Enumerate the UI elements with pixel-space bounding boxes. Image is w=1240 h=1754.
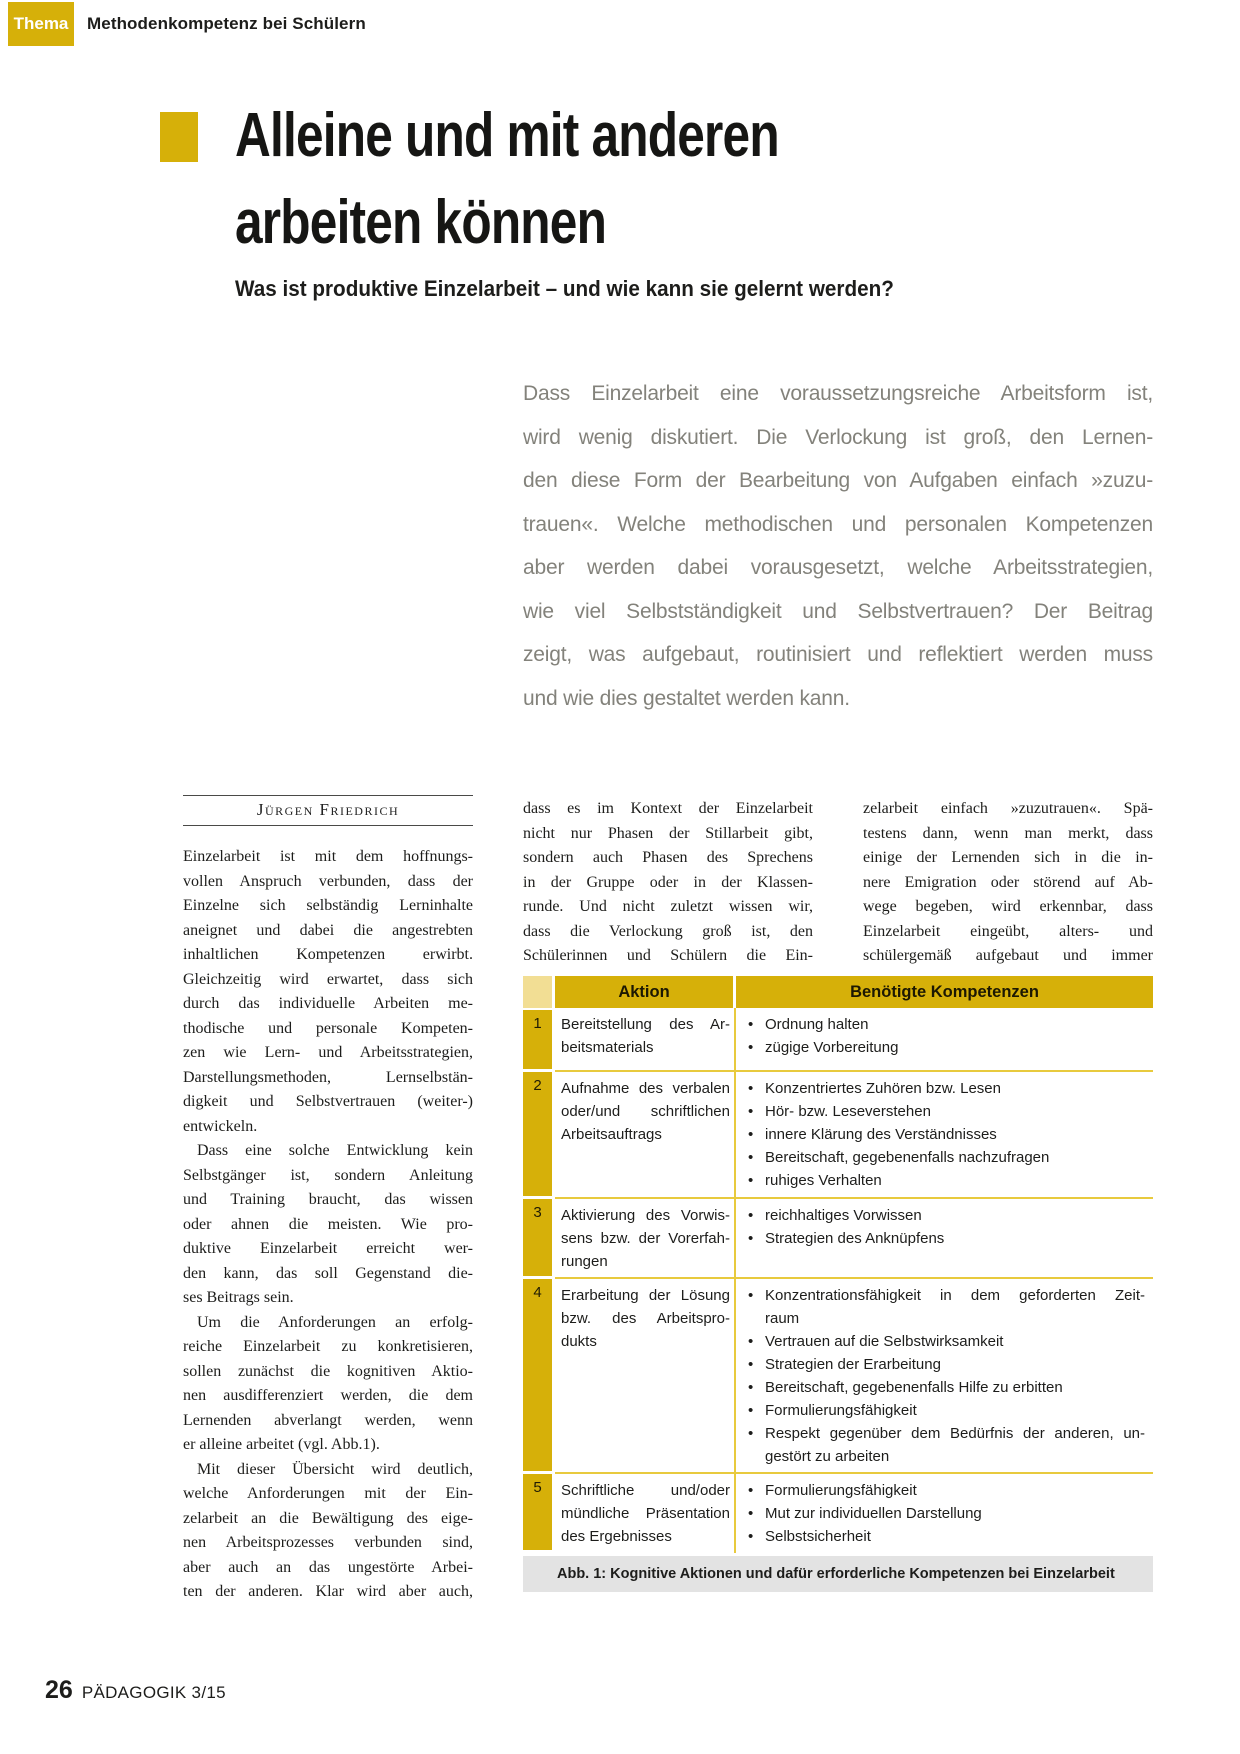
bullet-icon: • (748, 1016, 754, 1033)
row-number-cell: 3 (523, 1199, 552, 1276)
figure-caption: Abb. 1: Kognitive Aktionen und dafür erforderliche Kompetenzen bei Einzelarbeit (523, 1556, 1153, 1592)
body-text-line: Lernenden abverlangt werden, wenn (183, 1411, 473, 1429)
body-text-line: aneignet und dabei die angestrebten (183, 921, 473, 939)
bullet-item (748, 1036, 1145, 1059)
body-text-line: wege begeben, wird erkennbar, dass (863, 898, 1153, 915)
lead-line: aber werden dabei vorausgesetzt, welche Arbeitsstrategien, (523, 556, 1153, 579)
action-cell (555, 1474, 736, 1553)
body-text-line: einige der Lernenden sich in die in- (863, 849, 1153, 866)
lead-line: Dass Einzelarbeit eine voraussetzungsreiche Arbeitsform ist, (523, 382, 1153, 405)
lead-line: wie viel Selbstständigkeit und Selbstvertrauen? Der Beitrag (523, 599, 1153, 623)
action-line: Aufnahme des verbalen (561, 1080, 730, 1097)
action-line: Erarbeitung der Lösung (561, 1287, 730, 1304)
bullet-icon: • (748, 1402, 754, 1419)
competences-cell (736, 1474, 1153, 1553)
action-line: Schriftliche und/oder (561, 1482, 730, 1499)
action-line: beitsmaterials (561, 1039, 654, 1056)
bullet-text (765, 1353, 1145, 1376)
text-column-3 (863, 797, 1153, 969)
bullet-text (765, 1525, 1145, 1548)
text-column-1 (183, 845, 473, 1605)
body-text-line: zelarbeit an die Bewältigung des eige- (183, 1509, 473, 1527)
body-text-line: duktive Einzelarbeit erreicht wer- (183, 1240, 473, 1257)
body-text-line: den kann, das soll Gegenstand die- (183, 1264, 473, 1282)
bullet-line: Konzentriertes Zuhören bzw. Lesen (765, 1080, 1001, 1097)
page-number: 26 (45, 1676, 73, 1704)
bullet-line: Konzentrationsfähigkeit in dem geforderten Zeit- (765, 1287, 1145, 1304)
bullet-line: Formulierungsfähigkeit (765, 1482, 917, 1499)
text-column-2 (523, 797, 813, 969)
bullet-text (765, 1077, 1145, 1100)
paragraph (183, 1311, 473, 1458)
bullet-icon: • (748, 1482, 754, 1499)
action-line: Aktivierung des Vorwis- (561, 1207, 730, 1224)
body-text-line: Einzelarbeit ist mit dem hoffnungs- (183, 848, 473, 865)
body-text-line: Um die Anforderungen an erfolg- (197, 1313, 473, 1331)
figure-abb1 (523, 976, 1153, 1592)
competences-cell (736, 1279, 1153, 1474)
bullet-item (748, 1353, 1145, 1376)
row-number-cell: 4 (523, 1279, 552, 1471)
headline-square-icon (160, 112, 198, 162)
bullet-text (765, 1422, 1145, 1468)
body-text-line: Mit dieser Übersicht wird deutlich, (197, 1460, 473, 1478)
body-text-line: testens dann, wenn man merkt, dass (863, 824, 1153, 842)
bullet-line: zügige Vorbereitung (765, 1039, 899, 1056)
paragraph (523, 797, 813, 969)
bullet-line: reichhaltiges Vorwissen (765, 1207, 922, 1224)
body-text-line: zen wie Lern- und Arbeitsstrategien, (183, 1044, 473, 1061)
bullet-line: Hör- bzw. Leseverstehen (765, 1103, 931, 1120)
bullet-icon: • (748, 1126, 754, 1143)
bullet-icon: • (748, 1230, 754, 1247)
body-text-line: welche Anforderungen mit der Ein- (183, 1485, 473, 1502)
body-text-line: schülergemäß aufgebaut und immer (863, 947, 1153, 964)
bullet-text (765, 1376, 1145, 1399)
action-line: rungen (561, 1253, 608, 1270)
bullet-text (765, 1123, 1145, 1146)
bullet-item (748, 1479, 1145, 1502)
bullet-text (765, 1036, 1145, 1059)
kicker-tag: Thema (8, 2, 74, 46)
body-text-line: reiche Einzelarbeit zu konkretisieren, (183, 1338, 473, 1355)
body-text-line: sollen zunächst die kognitiven Aktio- (183, 1362, 473, 1380)
action-line: sens bzw. der Vorerfah- (561, 1230, 730, 1247)
bullet-icon: • (748, 1528, 754, 1545)
competences-cell (736, 1072, 1153, 1199)
table-row (523, 1199, 1153, 1279)
bullet-item (748, 1013, 1145, 1036)
body-text-line: Schülerinnen und Schülern die Ein- (523, 947, 813, 964)
bullet-item (748, 1502, 1145, 1525)
row-number-cell: 2 (523, 1072, 552, 1196)
bullet-item (748, 1330, 1145, 1353)
body-text-line: dass die Verlockung groß ist, den (523, 922, 813, 940)
body-text-line: digkeit und Selbstvertrauen (weiter-) (183, 1093, 473, 1110)
page-footer (45, 1676, 226, 1705)
body-text-line: in der Gruppe oder in der Klassen- (523, 873, 813, 891)
body-text-line: nen Arbeitsprozesses verbunden sind, (183, 1534, 473, 1551)
body-text-line: vollen Anspruch verbunden, dass der (183, 872, 473, 890)
bullet-text (765, 1502, 1145, 1525)
body-text-line: Selbstgänger ist, sondern Anleitung (183, 1166, 473, 1184)
bullet-line: Selbstsicherheit (765, 1528, 871, 1545)
body-text-line: Einzelarbeit eingeübt, alters- und (863, 922, 1153, 940)
page-title (235, 92, 915, 266)
body-text-line: ten der anderen. Klar wird aber auch, (183, 1583, 473, 1600)
bullet-item (748, 1204, 1145, 1227)
bullet-icon: • (748, 1149, 754, 1166)
body-text-line: Darstellungsmethoden, Lernselbstän- (183, 1068, 473, 1086)
lead-line: wird wenig diskutiert. Die Verlockung ist groß, den Lernen- (523, 425, 1153, 449)
lead-line: und wie dies gestaltet werden kann. (523, 686, 850, 710)
bullet-line: Mut zur individuellen Darstellung (765, 1505, 982, 1522)
bullet-text (765, 1100, 1145, 1123)
bullet-line: Respekt gegenüber dem Bedürfnis der anderen, un- (765, 1425, 1145, 1442)
bullet-text (765, 1204, 1145, 1227)
bullet-item (748, 1227, 1145, 1250)
table-header-action: Aktion (555, 976, 733, 1008)
bullet-text (765, 1330, 1145, 1353)
paragraph (183, 845, 473, 1139)
action-cell (555, 1199, 736, 1279)
body-text-line: Einzelne sich selbständig Lerninhalte (183, 897, 473, 914)
bullet-line: Vertrauen auf die Selbstwirksamkeit (765, 1333, 1004, 1350)
bullet-text (765, 1169, 1145, 1192)
body-text-line: zelarbeit einfach »zuzutrauen«. Spä- (863, 800, 1153, 817)
action-line: mündliche Präsentation (561, 1505, 730, 1522)
bullet-item (748, 1525, 1145, 1548)
bullet-item (748, 1399, 1145, 1422)
bullet-line: Ordnung halten (765, 1016, 869, 1033)
page-kicker (8, 2, 366, 46)
bullet-line: innere Klärung des Verständnisses (765, 1126, 997, 1143)
bullet-item (748, 1376, 1145, 1399)
bullet-item (748, 1123, 1145, 1146)
bullet-text (765, 1399, 1145, 1422)
bullet-text (765, 1227, 1145, 1250)
bullet-line: Strategien der Erarbeitung (765, 1356, 941, 1373)
bullet-line: ruhiges Verhalten (765, 1172, 882, 1189)
bullet-line: Formulierungsfähigkeit (765, 1402, 917, 1419)
bullet-icon: • (748, 1172, 754, 1189)
bullet-line: Bereitschaft, gegebenenfalls Hilfe zu erbitten (765, 1379, 1063, 1396)
paragraph (183, 1458, 473, 1605)
bullet-icon: • (748, 1207, 754, 1224)
bullet-text (765, 1479, 1145, 1502)
bullet-line: Strategien des Anknüpfens (765, 1230, 945, 1247)
body-text-line: dass es im Kontext der Einzelarbeit (523, 800, 813, 817)
kicker-title: Methodenkompetenz bei Schülern (87, 14, 366, 33)
bullet-line: raum (765, 1310, 800, 1327)
body-text-line: nere Emigration oder störend auf Ab- (863, 873, 1153, 891)
body-text-line: aber auch an das ungestörte Arbei- (183, 1558, 473, 1576)
table-body (523, 1008, 1153, 1553)
bullet-icon: • (748, 1505, 754, 1522)
bullet-item (748, 1422, 1145, 1468)
journal-issue: PÄDAGOGIK 3/15 (81, 1683, 226, 1702)
table-corner-cell (523, 976, 552, 1008)
action-cell (555, 1072, 736, 1199)
row-number-cell: 1 (523, 1010, 552, 1069)
body-text-line: sondern auch Phasen des Sprechens (523, 849, 813, 866)
action-line: Arbeitsauftrags (561, 1126, 662, 1143)
lead-line: den diese Form der Bearbeitung von Aufgaben einfach »zuzu- (523, 469, 1153, 492)
page-subtitle: Was ist produktive Einzelarbeit – und wie kann sie gelernt werden? (235, 276, 894, 301)
lead-line: zeigt, was aufgebaut, routinisiert und reflektiert werden muss (523, 643, 1153, 666)
paragraph (863, 797, 1153, 969)
action-line: bzw. des Arbeitspro- (561, 1310, 730, 1327)
body-text-line: Gleichzeitig wird erwartet, dass sich (183, 970, 473, 988)
action-cell (555, 1008, 736, 1072)
lead-line: trauen«. Welche methodischen und personalen Kompetenzen (523, 512, 1153, 536)
action-line: Bereitstellung des Ar- (561, 1016, 730, 1033)
page-title-line1: Alleine und mit anderen (235, 101, 779, 170)
action-cell (555, 1279, 736, 1474)
body-text-line: und Training braucht, das wissen (183, 1191, 473, 1208)
body-text-line: inhaltlichen Kompetenzen erwirbt. (183, 946, 473, 963)
table-header-competences: Benötigte Kompetenzen (736, 976, 1153, 1008)
body-text-line: nicht nur Phasen der Stillarbeit gibt, (523, 824, 813, 842)
competences-cell (736, 1008, 1153, 1072)
table-row (523, 1474, 1153, 1553)
row-number-cell: 5 (523, 1474, 552, 1550)
body-text-line: er alleine arbeitet (vgl. Abb.1). (183, 1436, 380, 1453)
competences-cell (736, 1199, 1153, 1279)
table-row (523, 1279, 1153, 1474)
bullet-item (748, 1146, 1145, 1169)
bullet-line: Bereitschaft, gegebenenfalls nachzufragen (765, 1149, 1050, 1166)
page-title-line2: arbeiten können (235, 188, 607, 257)
bullet-item (748, 1077, 1145, 1100)
body-text-line: thodische und personale Kompeten- (183, 1019, 473, 1037)
author-name: Jürgen Friedrich (256, 800, 400, 819)
body-text-line: runde. Und nicht zuletzt wissen wir, (523, 898, 813, 915)
bullet-text (765, 1284, 1145, 1330)
bullet-icon: • (748, 1287, 754, 1304)
body-text-line: Dass eine solche Entwicklung kein (197, 1142, 473, 1159)
body-text-line: nen ausdifferenziert werden, die dem (183, 1387, 473, 1404)
table-row (523, 1008, 1153, 1072)
bullet-text (765, 1146, 1145, 1169)
bullet-icon: • (748, 1379, 754, 1396)
bullet-icon: • (748, 1356, 754, 1373)
body-text-line: oder ahnen die meisten. Wie pro- (183, 1215, 473, 1233)
bullet-item (748, 1100, 1145, 1123)
author-block (183, 795, 473, 826)
bullet-icon: • (748, 1333, 754, 1350)
bullet-line: gestört zu arbeiten (765, 1448, 890, 1465)
bullet-icon: • (748, 1103, 754, 1120)
action-line: des Ergebnisses (561, 1528, 672, 1545)
table-header-row (523, 976, 1153, 1008)
body-text-line: entwickeln. (183, 1117, 258, 1135)
lead-paragraph (523, 372, 1153, 720)
bullet-item (748, 1169, 1145, 1192)
table-row (523, 1072, 1153, 1199)
bullet-icon: • (748, 1039, 754, 1056)
action-line: oder/und schriftlichen (561, 1103, 730, 1120)
action-line: dukts (561, 1333, 597, 1350)
bullet-icon: • (748, 1425, 754, 1442)
bullet-icon: • (748, 1080, 754, 1097)
paragraph (183, 1139, 473, 1311)
body-text-line: durch das individuelle Arbeiten me- (183, 995, 473, 1012)
body-text-line: ses Beitrags sein. (183, 1289, 294, 1306)
bullet-item (748, 1284, 1145, 1330)
author-rule-bottom (183, 825, 473, 826)
bullet-text (765, 1013, 1145, 1036)
